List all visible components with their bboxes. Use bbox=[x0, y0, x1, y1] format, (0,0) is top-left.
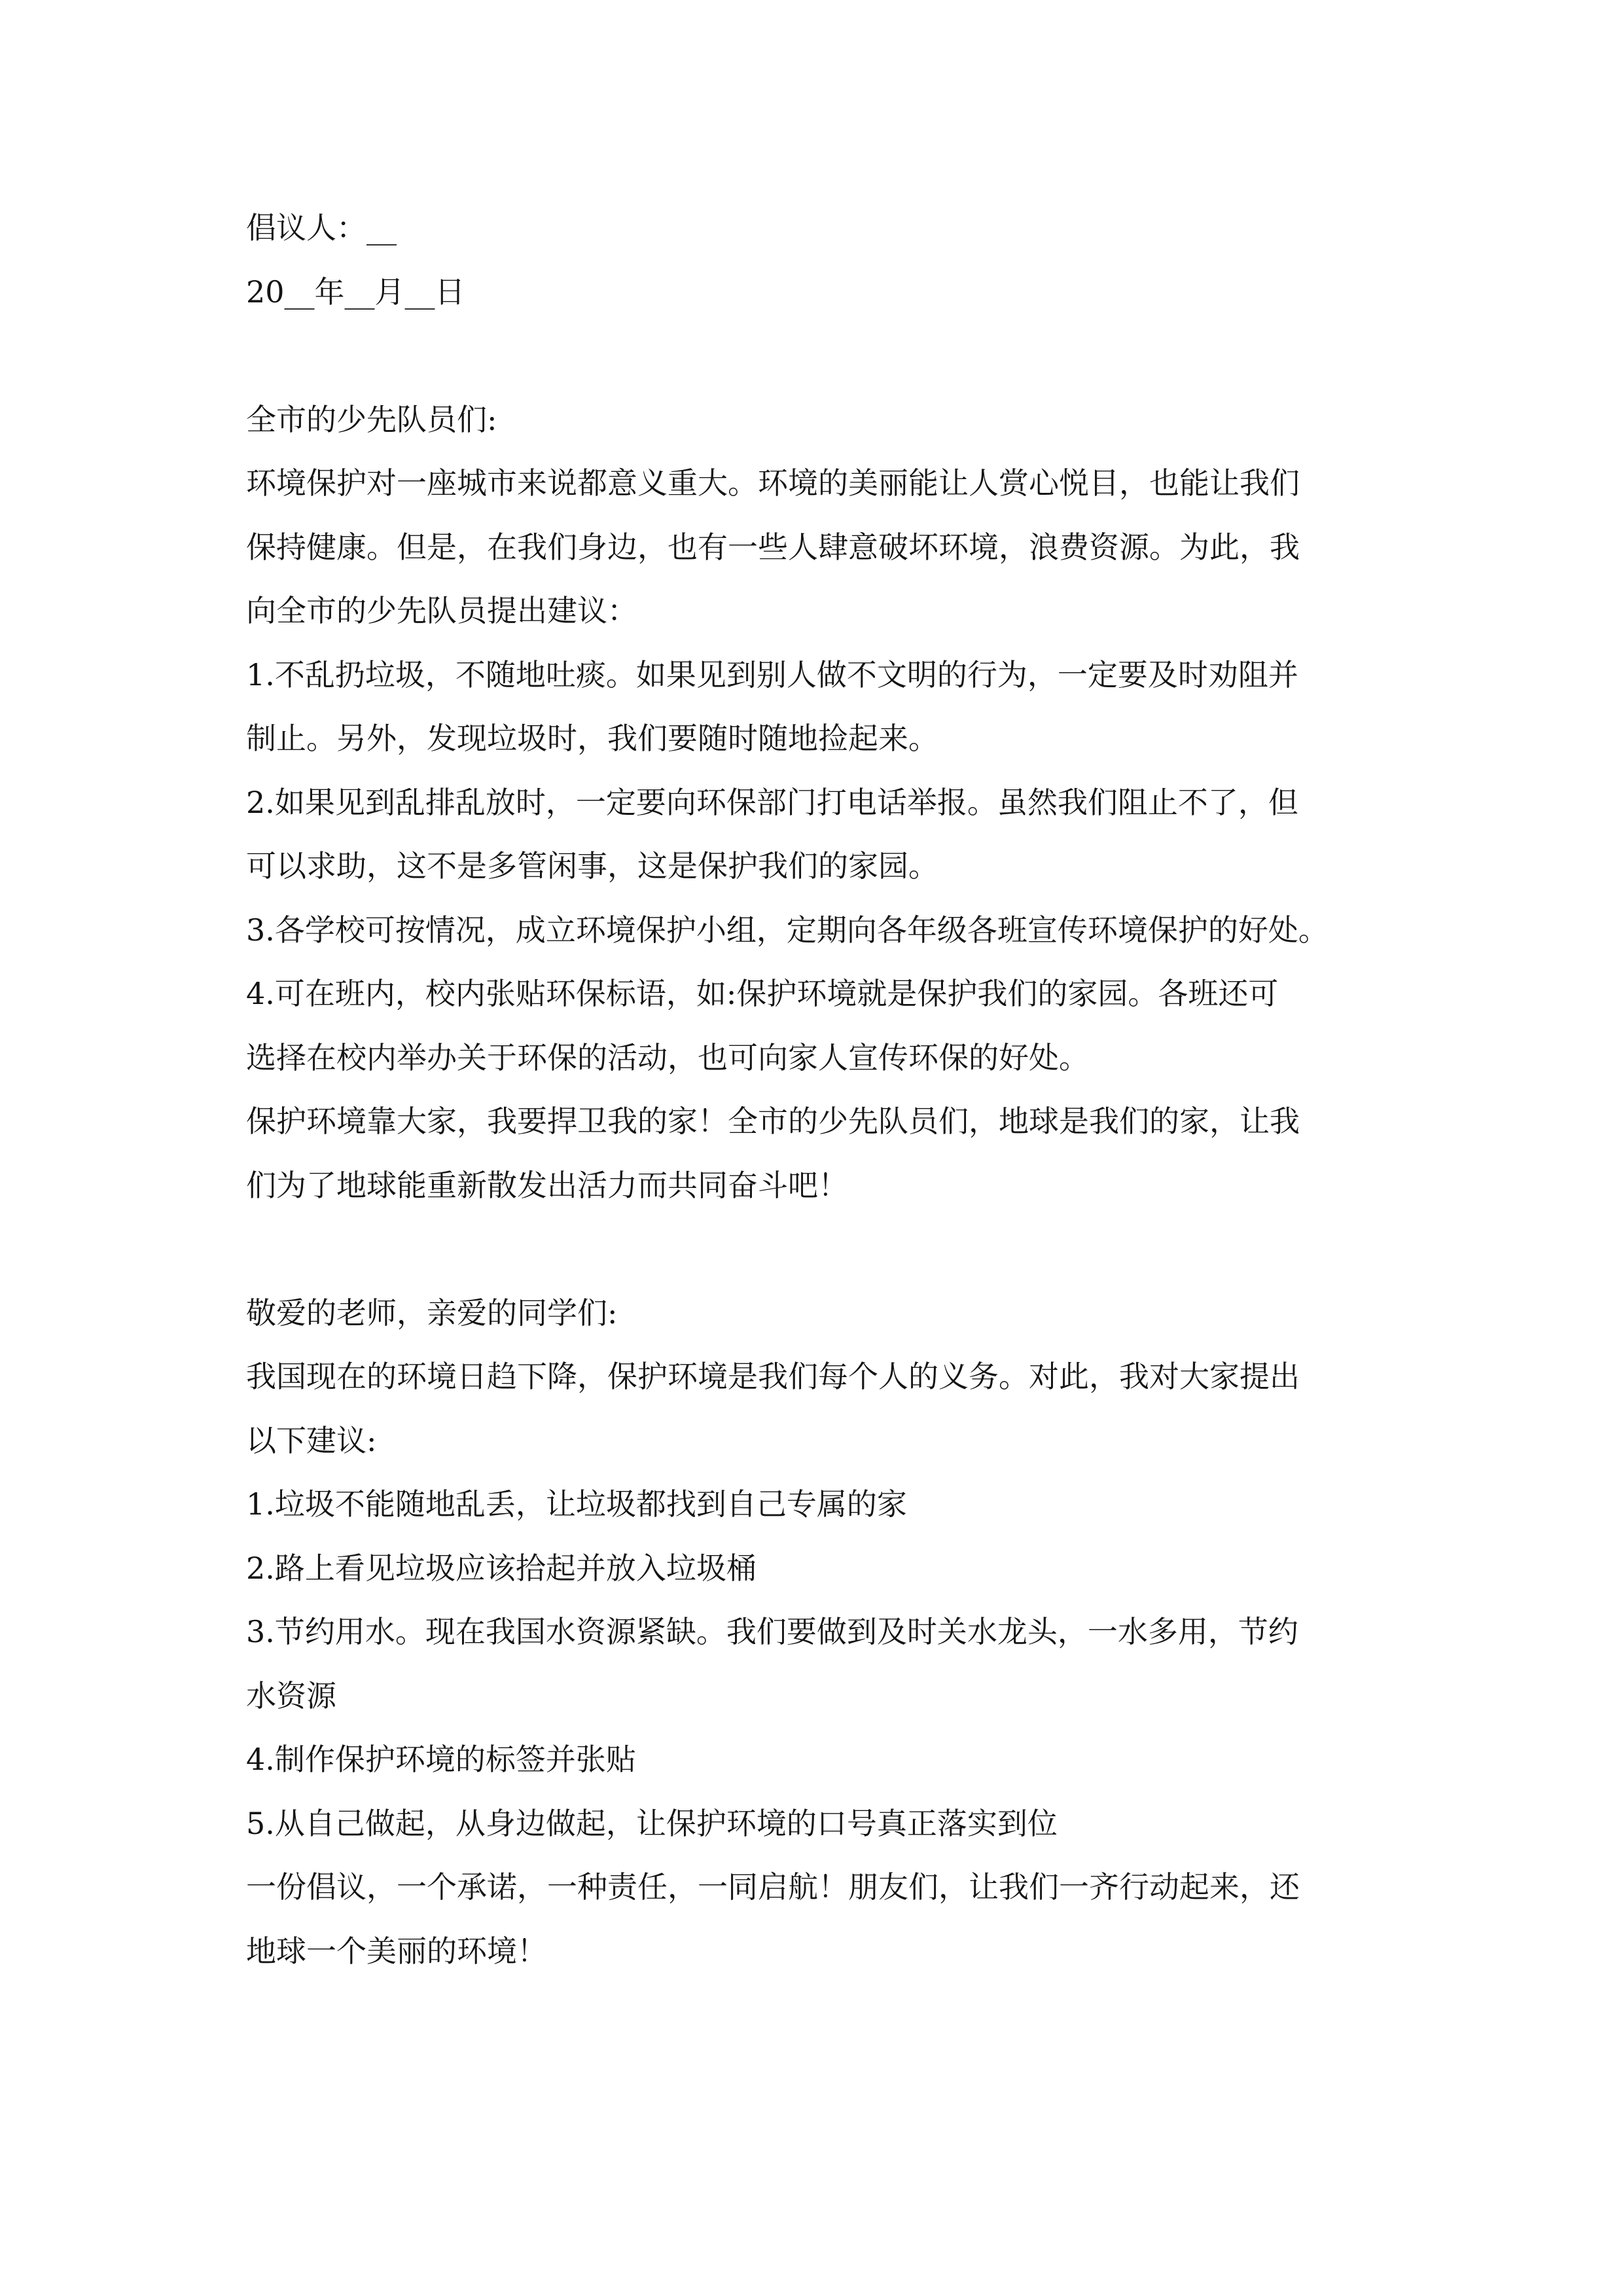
letter-1-item-1 bbox=[246, 643, 1378, 771]
letter-1-closing bbox=[246, 1090, 1378, 1217]
letter-1-salutation: 全市的少先队员们: bbox=[246, 401, 497, 437]
letter-2-item-4 bbox=[246, 1728, 1378, 1792]
letter-2-intro bbox=[246, 1345, 1378, 1473]
letter-2-item-5 bbox=[246, 1792, 1378, 1856]
section-gap bbox=[246, 1217, 1378, 1282]
text-line: 保护环境靠大家，我要捍卫我的家！全市的少先队员们，地球是我们的家，让我 bbox=[246, 1103, 1300, 1139]
text-line: 2.路上看见垃圾应该拾起并放入垃圾桶 bbox=[246, 1550, 757, 1586]
text-line: 可以求助，这不是多管闲事，这是保护我们的家园。 bbox=[246, 848, 938, 884]
text-line: 4.制作保护环境的标签并张贴 bbox=[246, 1742, 636, 1777]
text-line: 水资源 bbox=[246, 1677, 336, 1713]
proposer-line: 倡议人：__ bbox=[246, 210, 397, 245]
letter-1-intro bbox=[246, 452, 1378, 643]
text-line: 2.如果见到乱排乱放时，一定要向环保部门打电话举报。虽然我们阻止不了，但 bbox=[246, 784, 1298, 820]
letter-2-closing bbox=[246, 1856, 1378, 1983]
text-line: 3.各学校可按情况，成立环境保护小组，定期向各年级各班宣传环境保护的好处。 bbox=[246, 912, 1329, 948]
letter-2 bbox=[246, 1282, 1378, 1984]
date-line: 20__年__月__日 bbox=[246, 274, 465, 310]
letter-1-item-3 bbox=[246, 899, 1378, 963]
section-gap bbox=[246, 324, 1378, 388]
text-line: 选择在校内举办关于环保的活动，也可向家人宣传环保的好处。 bbox=[246, 1039, 1089, 1075]
letter-2-item-2 bbox=[246, 1537, 1378, 1601]
text-line: 制止。另外，发现垃圾时，我们要随时随地捡起来。 bbox=[246, 721, 938, 756]
letter-2-item-1 bbox=[246, 1473, 1378, 1537]
text-line: 4.可在班内，校内张贴环保标语，如:保护环境就是保护我们的家园。各班还可 bbox=[246, 976, 1279, 1011]
text-line: 环境保护对一座城市来说都意义重大。环境的美丽能让人赏心悦目，也能让我们 bbox=[246, 465, 1300, 501]
text-line: 一份倡议，一个承诺，一种责任，一同启航！朋友们，让我们一齐行动起来，还 bbox=[246, 1869, 1300, 1905]
text-line: 地球一个美丽的环境！ bbox=[246, 1933, 547, 1969]
text-line: 以下建议: bbox=[246, 1422, 377, 1458]
text-line: 5.从自己做起，从身边做起，让保护环境的口号真正落实到位 bbox=[246, 1805, 1058, 1841]
letter-2-salutation: 敬爱的老师，亲爱的同学们: bbox=[246, 1295, 618, 1331]
letter-1-item-2 bbox=[246, 771, 1378, 899]
text-line: 1.垃圾不能随地乱丢，让垃圾都找到自己专属的家 bbox=[246, 1486, 907, 1522]
document-body bbox=[246, 196, 1378, 1983]
letter-1 bbox=[246, 388, 1378, 1218]
text-line: 保持健康。但是，在我们身边，也有一些人肆意破坏环境，浪费资源。为此，我 bbox=[246, 529, 1300, 565]
text-line: 向全市的少先队员提出建议： bbox=[246, 593, 637, 628]
letter-1-item-4 bbox=[246, 962, 1378, 1090]
letter-2-item-3 bbox=[246, 1600, 1378, 1728]
text-line: 1.不乱扔垃圾，不随地吐痰。如果见到别人做不文明的行为，一定要及时劝阻并 bbox=[246, 656, 1298, 692]
text-line: 3.节约用水。现在我国水资源紧缺。我们要做到及时关水龙头，一水多用，节约 bbox=[246, 1614, 1298, 1649]
text-line: 我国现在的环境日趋下降，保护环境是我们每个人的义务。对此，我对大家提出 bbox=[246, 1359, 1300, 1394]
text-line: 们为了地球能重新散发出活力而共同奋斗吧！ bbox=[246, 1167, 848, 1203]
